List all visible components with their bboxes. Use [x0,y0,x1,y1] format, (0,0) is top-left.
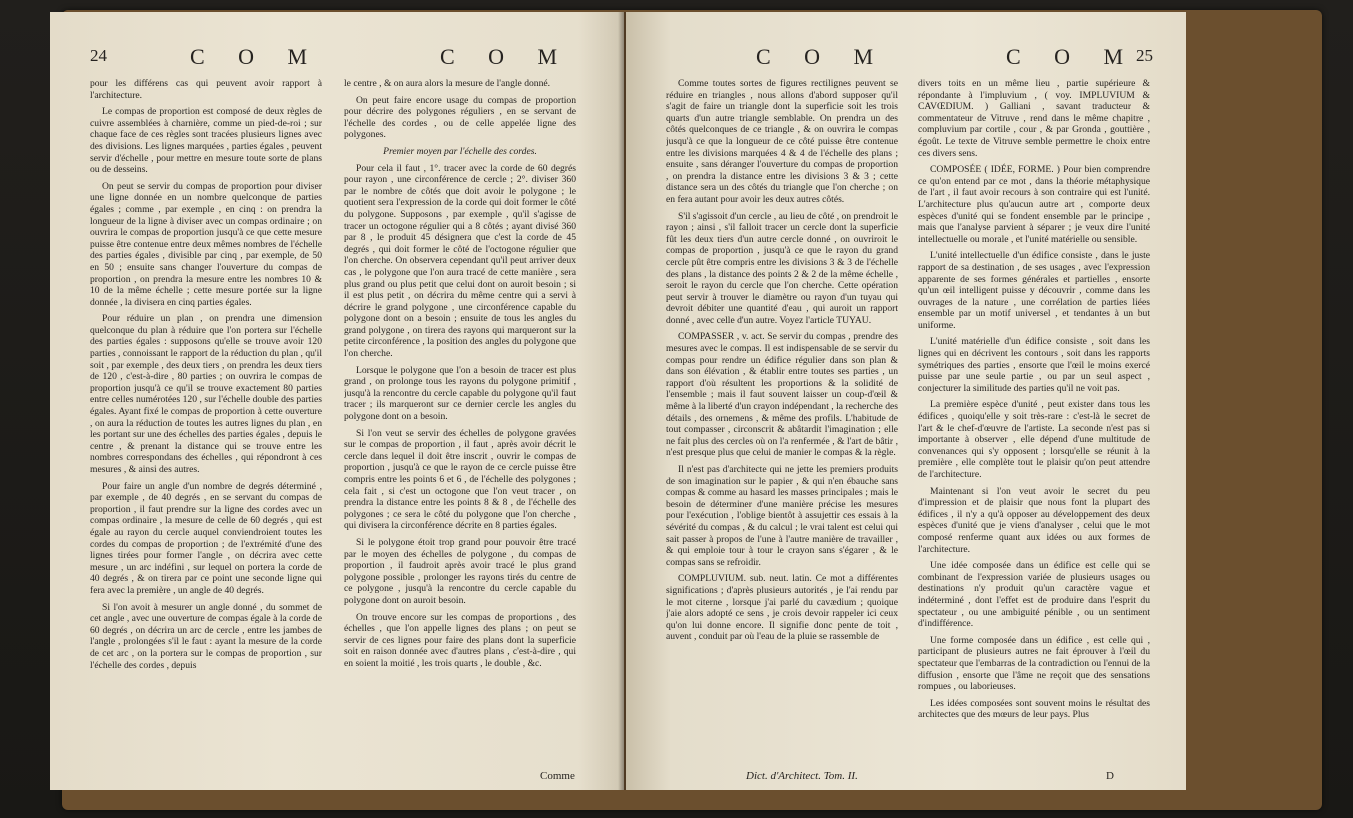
right-page-column-2 [918,78,1150,778]
paragraph: Une forme composée dans un édifice , est celle qui , participant de plusieurs autres ne fait éprouver à l'œil du spectateur que l'embarras de la contradiction ou l'ennui de la diffusion , ensorte que l'âme ne reçoit que des sensations rompues , ou laborieuses. [918,634,1150,693]
paragraph: COMPLUVIUM. sub. neut. latin. Ce mot a différentes significations ; d'après plusieurs autorités , je l'ai rendu par le mot citerne , lorsque j'ai parlé du cavædium ; quoique j'aie alors adopté ce sens , je crois devoir rappeler ici ceux qu'on lui donne encore. Il signifie donc pente de toit , auvent , conduit par où l'eau de la pluie se rassemble de [666,573,898,643]
paragraph: Si le polygone étoit trop grand pour pouvoir être tracé par le moyen des échelles de polygone , du compas de proportion , il faudroit après avoir tracé le plus grand polygone possible , prolonger les rayons tirés du centre de ce polygone , jusqu'à la rencontre du cercle capable du polygone dont on auroit besoin. [344,536,576,606]
paragraph: Une idée composée dans un édifice est celle qui se combinant de l'expression variée de plusieurs usages ou destinations n'y produit qu'un caractère vague et indéterminé , dont l'effet est de produire dans l'esprit du spectateur , ou une ambiguité pénible , ou un sentiment d'indifférence. [918,560,1150,630]
left-running-title-1: C O M [190,44,322,69]
paragraph: Maintenant si l'on veut avoir le secret du peu d'impression et de plaisir que nous font la plupart des édifices , il n'y a qu'à opposer au développement des deux espèces d'unité que je viens d'analyser , celui que le mot composé renferme quant aux idées ou aux formes de l'architecture. [918,485,1150,555]
paragraph: L'unité matérielle d'un édifice consiste , soit dans les lignes qui en décrivent les contours , soit dans les rapports symétriques des parties , ensorte que l'œil le moins exercé puisse par une seule partie , ou par un seul aspect , conjecturer la similitude des parties qu'il ne voit pas. [918,336,1150,394]
paragraph: Pour faire un angle d'un nombre de degrés déterminé , par exemple , de 40 degrés , en se servant du compas de proportion , il faut prendre sur la ligne des cordes avec un compas ordinaire , la mesure de celle de 60 degrés , qui est égale au rayon du cercle auquel conviendroient toutes les cordes du compas de proportion ; de l'extrémité d'une des lignes tirées pour former l'angle , on décrira avec cette mesure , un arc indéfini , sur lequel on portera la corde de 40 degrés , & on tirera par ce point une seconde ligne qui fera avec la première , un angle de 40 degrés. [90,480,322,596]
paragraph: COMPOSÉE ( IDÉE, FORME. ) Pour bien comprendre ce qu'on entend par ce mot , dans la théorie métaphysique de l'art , il faut avoir recours à son contraire qui est l'unité. L'architecture plus qu'aucun autre art , comporte deux espèces d'unité qui se fondent ensemble par le principe , mais que l'analyse parvient à séparer ; je veux dire l'unité intellectuelle ou morale , et l'unité matérielle ou sensible. [918,164,1150,245]
signature-line: Dict. d'Architect. Tom. II. [746,770,858,782]
paragraph: pour les différens cas qui peuvent avoir rapport à l'architecture. [90,78,322,101]
left-page-column-1 [90,78,322,778]
paragraph: La première espèce d'unité , peut exister dans tous les édifices , quoiqu'elle y soit très-rare : c'est-là le secret de l'art & le chef-d'œuvre de l'artiste. La seconde n'est pas si importante à observer , elle dépend d'une multitude de convenances qui s'y opposent ; lorsqu'elle se réunit à la première , elle complète tout le plaisir qu'on peut attendre de l'architecture. [918,399,1150,480]
left-page [50,12,624,790]
paragraph: L'unité intellectuelle d'un édifice consiste , dans le juste rapport de sa destination , de ses usages , avec l'expression apparente de ses formes générales et partielles , ensorte qu'un œil intelligent puisse y découvrir , comme dans les ouvrages de la nature , une corrélation de parties liées ensemble par un motif universel , et tendantes à un but uniforme. [918,250,1150,331]
right-page-number: 25 [1136,46,1153,65]
left-running-head [50,44,624,72]
right-page-column-1 [666,78,898,778]
signature-mark: D [1106,770,1114,782]
right-running-title-1: C O M [756,44,888,69]
paragraph: On peut se servir du compas de proportion pour diviser une ligne donnée en un nombre quelconque de parties égales ; comme , par exemple , en cinq : on prendra la longueur de la ligne à diviser avec un compas ordinaire ; on ouvrira le compas de proportion jusqu'à ce que cette mesure puisse être contenue entre deux mêmes nombres de l'échelle des parties égales , divisible par cinq , par exemple, de 50 en 50 ; ensuite sans changer l'ouverture du compas de proportion , on prendra la mesure entre les nombres 10 & 10 de la même échelle ; cette mesure portée sur la ligne donnée , la divisera en cinq parties égales. [90,180,322,308]
paragraph: Il n'est pas d'architecte qui ne jette les premiers produits de son imagination sur le papier , & qui n'en ébauche sans compas & comme au hasard les masses principales ; mais le besoin de déterminer d'une manière précise les mesures pour l'exécution , l'oblige bientôt à assujettir ces essais à la sévérité du compas , & du calcul ; le vrai talent est celui qui sait passer à propos de l'une à l'autre manière de travailler , & qui emploie tour à tour le crayon sans s'égarer , & le compas sans se refroidir. [666,464,898,568]
paragraph: Si l'on avoit à mesurer un angle donné , du sommet de cet angle , avec une ouverture de compas égale à la corde de 60 degrés , on décrira un arc de cercle , entre les jambes de l'angle , prolongées s'il le faut : ayant la mesure de la corde de cet arc , on la portera sur le compas de proportion , sur l'échelle des cordes , depuis [90,601,322,671]
paragraph: Pour réduire un plan , on prendra une dimension quelconque du plan à réduire que l'on portera sur l'échelle des parties égales : supposons qu'elle se trouve avoir 120 parties , connoissant le rapport de la réduction du plan , qu'il soit , par exemple , des deux tiers , on prendra les deux tiers de 120 , c'est-à-dire , 80 parties ; on ouvrira le compas de proportion jusqu'à ce qu'il se trouve exactement 80 parties entre celles numérotées 120 , sur l'échelle double des parties égales. Ayant fixé le compas de proportion à cette ouverture , on aura la réduction de toutes les autres lignes du plan , en les portant sur une des échelles des parties égales , depuis le centre , & prenant la distance qui se trouve entre les nombres correspondans des échelles , qui répondront à ces mesures , & ainsi des autres. [90,313,322,475]
paragraph: le centre , & on aura alors la mesure de l'angle donné. [344,78,551,89]
paragraph: Pour cela il faut , 1°. tracer avec la corde de 60 degrés pour rayon , une circonférence de cercle ; 2°. diviser 360 par le nombre de côtés que doit avoir le polygone ; le quotient sera l'expression de la corde qui doit former le côté du polygone. Supposons , par exemple , qu'il s'agisse de tracer un octogone régulier qui a 8 côtés ; ayant divisé 360 par 8 , le produit 45 désignera que c'est la corde de 45 degrés , qui doit former le côté de l'octogone régulier que l'on cherche. On observera cependant qu'il peut arriver deux cas , le polygone que l'on aura tracé de cette manière , sera plus grand ou plus petit que celui dont on auroit besoin ; si il est plus petit , on décrira du même centre qui a servi à décrire le grand polygone , une circonférence capable du polygone dont on a besoin ; ensuite de tous les angles du grand polygone , on tirera des rayons qui marqueront sur la petite circonférence , la position des angles du polygone que l'on cherche. [344,162,576,360]
paragraph: divers toits en un même lieu , partie supérieure & répondante à l'impluvium , ( voy. IMPLUVIUM & CAVŒDIUM. ) Galliani , savant traducteur & commentateur de Vitruve , rend dans le même chapitre , compluvium par cortile , cour , & par Gronda , gouttière , égoût. Le texte de Vitruve semble permettre le choix entre ces divers sens. [918,78,1150,159]
paragraph: COMPASSER , v. act. Se servir du compas , prendre des mesures avec le compas. Il est indispensable de se servir du compas pour rendre un édifice régulier dans son plan & dans son élévation , & établir entre toutes ses parties , un rapport d'où résultent les proportions & la solidité de l'ensemble ; mais il faut souvent laisser un coup-d'œil & même à la liberté d'un crayon indépendant , la recherche des détails , des ornemens , & même des profils. L'habitude de tout compasser , circonscrit & abâtardit l'imagination ; elle ne fait plus des cercles où on l'a renfermée , & l'art de bâtir , n'est presque plus que celui de manier le compas & la règle. [666,331,898,459]
paragraph: Lorsque le polygone que l'on a besoin de tracer est plus grand , on prolonge tous les rayons du polygone primitif , jusqu'à la rencontre du cercle capable du polygone qu'il faut tracer ; ils marqueront sur ce dernier cercle les angles du polygone dont on a besoin. [344,364,576,423]
paragraph: On trouve encore sur les compas de proportions , des échelles , que l'on appelle lignes des plans ; on peut se servir de ces lignes pour faire des plans dont la superficie soit en raison donnée avec d'autres plans , c'est-à-dire , qui en soient la moitié , les trois quarts , le double , &c. [344,611,576,669]
paragraph: Les idées composées sont souvent moins le résultat des architectes que des mœurs de leur pays. Plus [918,697,1150,721]
right-running-title-2: C O M [1006,44,1138,69]
right-running-head [626,44,1186,72]
paragraph: On peut faire encore usage du compas de proportion pour décrire des polygones réguliers , en se servant de l'échelle des cordes , ou de celle appelée ligne des polygones. [344,94,576,141]
left-running-title-2: C O M [440,44,572,69]
paragraph: Comme toutes sortes de figures rectilignes peuvent se réduire en triangles , nous allons d'abord supposer qu'il s'agit de faire un triangle dont la superficie soit les trois quarts d'un autre triangle semblable. On prendra un des côtés quelconques de ce triangle , & on ouvrira le compas jusqu'à ce que la longueur de ce côté puisse être contenue entre les divisions marquées 4 & 4 de l'échelle des plans ; ensuite , sans déranger l'ouverture du compas de proportion , on prendra la distance entre les divisions 3 & 3 ; cette distance sera un des côtés du triangle que l'on cherche ; on en fera autant pour avoir les deux autres côtés. [666,78,898,205]
left-catchword: Comme [540,770,575,782]
section-heading: Premier moyen par l'échelle des cordes. [383,145,537,157]
left-page-number: 24 [90,46,107,65]
paragraph: S'il s'agissoit d'un cercle , au lieu de côté , on prendroit le rayon ; ainsi , s'il falloit tracer un cercle dont la superficie fût les deux tiers d'un autre cercle donné , on ouvriroit le compas de proportion , jusqu'à ce que le rayon du grand cercle pût être compris entre les divisions 3 & 3 de l'échelle des plans , la distance des points 2 & 2 de la même échelle , seroit le rayon du cercle que l'on cherche. Cette opération peut servir à trouver le diamètre ou rayon d'un tuyau qui devroit débiter une quantité d'eau , qui auroit un rapport donné , avec celle d'un autre. Voyez l'article TUYAU. [666,210,898,326]
paragraph: Si l'on veut se servir des échelles de polygone gravées sur le compas de proportion , il faut , après avoir décrit le cercle dans lequel il doit être inscrit , ouvrir le compas de proportion , jusqu'à ce que le rayon de ce cercle puisse être compris entre les points 6 et 6 , de l'échelle des polygones ; cela fait , si c'est un octogone que l'on veut tracer , on prendra la distance entre les points 8 & 8 , de l'échelle des polygones ; ce sera le côté du polygone que l'on cherche , qui divisera la circonférence décrite en 8 parties égales. [344,427,576,532]
right-page [626,12,1186,790]
left-page-column-2 [344,78,576,778]
paragraph: Le compas de proportion est composé de deux règles de cuivre assemblées à charnière, comme un pied-de-roi ; sur chaque face de ces règles sont tracées plusieurs lignes avec des divisions. Les lignes marquées , parties égales , peuvent servir d'échelle , pour mettre en mesure toute sorte de plans ou de desseins. [90,106,322,176]
